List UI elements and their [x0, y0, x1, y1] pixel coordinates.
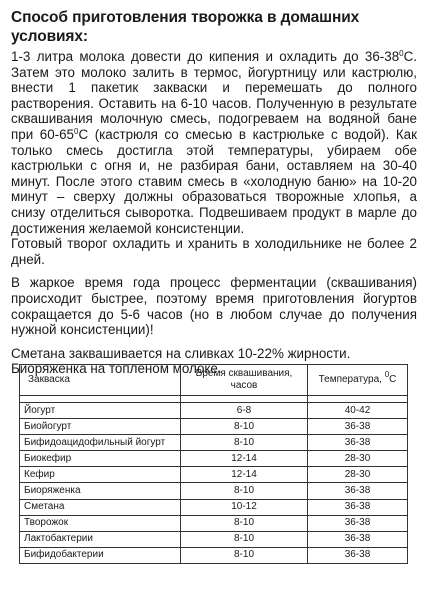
table-row — [20, 435, 408, 451]
cell-name: Биоряженка — [20, 483, 181, 499]
cell-temp: 36-38 — [308, 483, 408, 499]
cell-temp: 36-38 — [308, 547, 408, 563]
table-body — [20, 403, 408, 564]
hot-season-paragraph: В жаркое время года процесс ферментации (сквашивания) происходит быстрее, поэтому время приготовления йогуртов сокращается до 5-6 часов (но в любом случае до получения нужной консистенции)! — [11, 275, 417, 338]
recipe-text-1: 1-3 литра молока довести до кипения и охладить до 36-38 — [11, 49, 400, 64]
table-row — [20, 451, 408, 467]
table-row — [20, 419, 408, 435]
cell-name: Йогурт — [20, 403, 181, 419]
cell-time: 8-10 — [181, 515, 308, 531]
degree-sup: 0 — [74, 126, 79, 136]
cell-time: 12-14 — [181, 451, 308, 467]
header-temp-unit: С — [389, 374, 397, 385]
header-temp-text: Температура, — [318, 374, 385, 385]
cell-time: 12-14 — [181, 467, 308, 483]
table-row — [20, 547, 408, 563]
recipe-text-3: С (кастрюля со смесью в кастрюльке с водой). Как только смесь достигла этой температуры, убираем обе кастрюльки с огня и, не разбирая бани, оставляем на 30-40 минут. После этого ставим смесь в «холодную баню» на 10-20 минут – сверху должны образоваться творожные хлопья, а снизу отделиться сыворотка. Подвешиваем продукт в марле до достижения желаемой консистенции. — [11, 126, 417, 236]
cell-time: 8-10 — [181, 483, 308, 499]
cell-time: 8-10 — [181, 531, 308, 547]
storage-paragraph: Готовый творог охладить и хранить в холодильнике не более 2 дней. — [11, 236, 417, 267]
cell-temp: 36-38 — [308, 515, 408, 531]
starter-table — [19, 364, 408, 564]
header-starter: Закваска — [20, 365, 181, 396]
cell-name: Сметана — [20, 499, 181, 515]
cell-time: 8-10 — [181, 435, 308, 451]
cell-name: Кефир — [20, 467, 181, 483]
recipe-paragraph — [11, 49, 417, 236]
header-temperature — [308, 365, 408, 396]
smetana-paragraph: Сметана заквашивается на сливках 10-22% жирности. — [11, 345, 351, 361]
cell-name: Лактобактерии — [20, 531, 181, 547]
cell-temp: 36-38 — [308, 435, 408, 451]
cell-name: Бифидоацидофильный йогурт — [20, 435, 181, 451]
degree-sup: 0 — [399, 49, 404, 58]
cell-name: Биокефир — [20, 451, 181, 467]
table-row — [20, 467, 408, 483]
table-row — [20, 483, 408, 499]
cell-name: Бифидобактерии — [20, 547, 181, 563]
cell-temp: 36-38 — [308, 531, 408, 547]
cell-temp: 40-42 — [308, 403, 408, 419]
cell-name: Биойогурт — [20, 419, 181, 435]
cell-temp: 36-38 — [308, 419, 408, 435]
header-time: Время сквашивания, часов — [181, 365, 308, 396]
recipe-text-2: С. Затем это молоко залить в термос, йогуртницу или кастрюлю, внести 1 пакетик закваски и перемешать до полного растворения. Оставить на 6-10 часов. Полученную в результате сквашивания молочную смесь, подогреваем на водяной бане при 60-65 — [11, 49, 417, 142]
table-header-row — [20, 365, 408, 396]
table-row — [20, 499, 408, 515]
cell-time: 10-12 — [181, 499, 308, 515]
cell-temp: 28-30 — [308, 467, 408, 483]
table-row — [20, 531, 408, 547]
degree-sup: 0 — [384, 370, 390, 379]
cell-time: 8-10 — [181, 419, 308, 435]
cell-temp: 28-30 — [308, 451, 408, 467]
cell-temp: 36-38 — [308, 499, 408, 515]
cell-time: 8-10 — [181, 547, 308, 563]
cell-time: 6-8 — [181, 403, 308, 419]
page-title: Способ приготовления творожка в домашних условиях: — [11, 9, 360, 45]
table-spacer-row — [20, 396, 408, 403]
table-row — [20, 515, 408, 531]
table-row — [20, 403, 408, 419]
bioryazhenka-paragraph: Биоряженка на топленом молоке. — [11, 361, 222, 377]
cell-name: Творожок — [20, 515, 181, 531]
